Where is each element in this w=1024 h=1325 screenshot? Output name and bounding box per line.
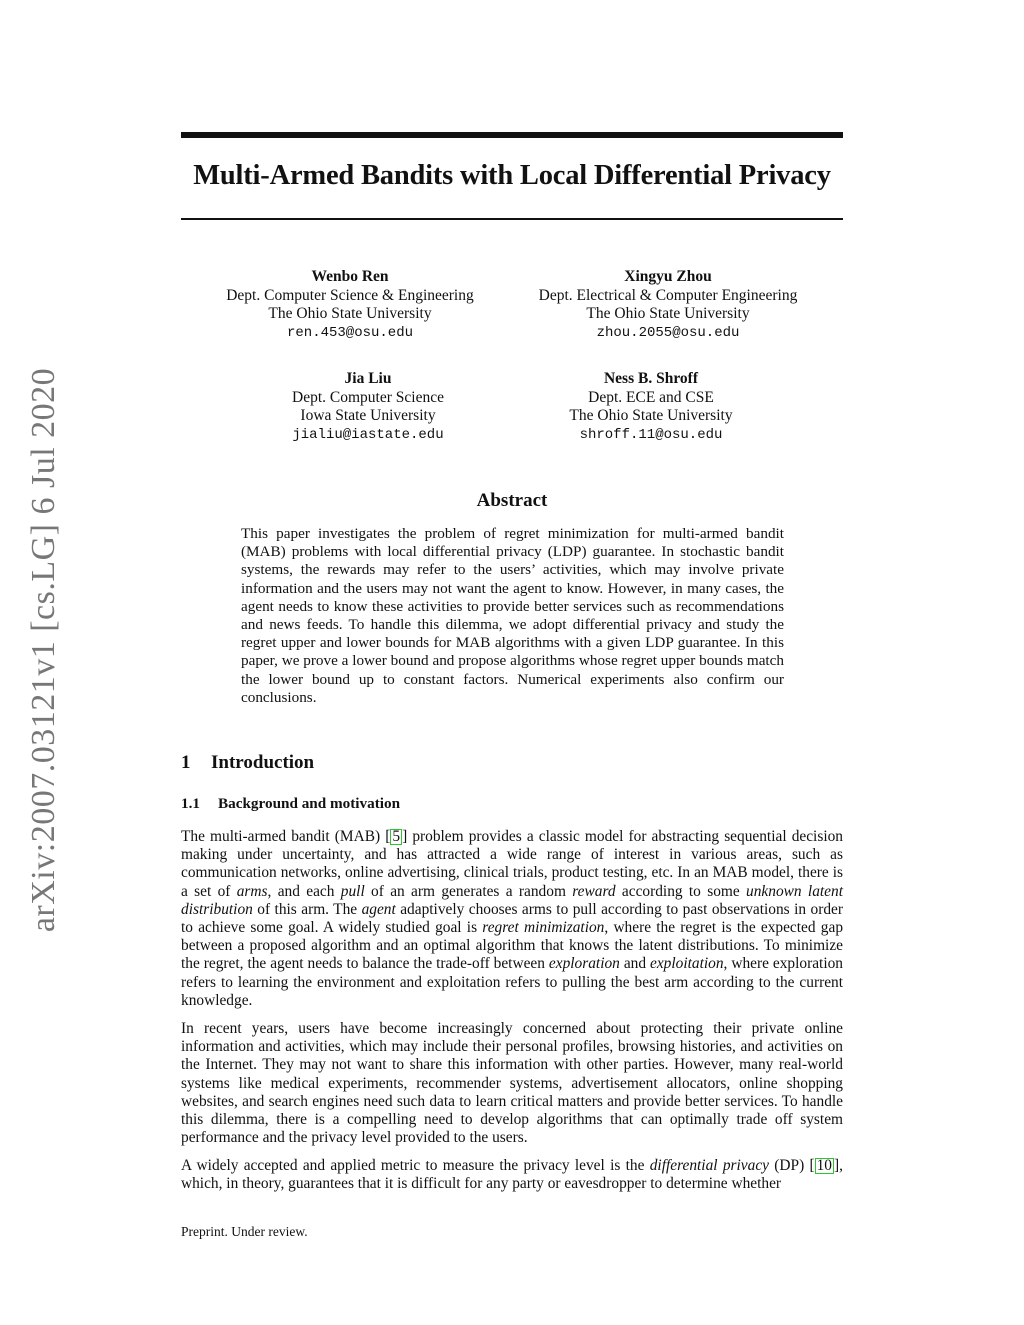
- text-run: , where exploration refers to learning the environment and exploitation refers to pulling the best arm according to the current knowledge.: [181, 955, 844, 1009]
- emphasis-term: differential privacy: [649, 1157, 769, 1174]
- section-number: 1: [181, 752, 191, 773]
- author-name: Xingyu Zhou: [624, 268, 712, 285]
- emphasis-term: agent: [361, 900, 396, 918]
- text-run: , where the regret is the expected gap between a proposed algorithm and an optimal algorithm that knows the latent distributions. To minimize the regret, the agent needs to balance the trade-off between: [181, 919, 844, 973]
- emphasis-term: regret minimization: [482, 919, 605, 937]
- author-name: Jia Liu: [344, 370, 392, 387]
- body-paragraph: [181, 828, 843, 1010]
- text-run: of this arm. The: [252, 900, 362, 918]
- author-dept: Dept. Computer Science & Engineering: [226, 286, 474, 304]
- author-institution: The Ohio State University: [268, 305, 432, 322]
- author-block: [486, 370, 816, 444]
- author-email: ren.453@osu.edu: [286, 324, 414, 341]
- arxiv-identifier: arXiv:2007.03121v1 [cs.LG] 6 Jul 2020: [25, 367, 62, 933]
- text-run: of an arm generates a random: [364, 882, 573, 900]
- emphasis-term: pull: [340, 882, 365, 900]
- author-dept: Dept. Electrical & Computer Engineering: [538, 286, 798, 304]
- section-heading: [181, 752, 314, 774]
- author-email: zhou.2055@osu.edu: [596, 324, 740, 341]
- subsection-number: 1.1: [181, 795, 200, 812]
- body-paragraph: In recent years, users have become increasingly concerned about protecting their private online information and activities, which may include their personal profiles, browsing histories, and activities on the Internet. They may not want to share this information with other parties. However, many real-world systems like medical experiments, recommender systems, advertisement allocators, online shopping websites, and search engines need such data to learn critical matters and provide better services. To handle this dilemma, there is a compelling need to develop algorithms that can optimally trade off system performance and the privacy level provided to the users.: [181, 1020, 843, 1147]
- footer-note: Preprint. Under review.: [181, 1224, 308, 1239]
- subsection-heading: [181, 795, 400, 813]
- text-run: ], which, in theory, guarantees that it is difficult for any party or eavesdropper to determine whether: [181, 1157, 843, 1193]
- author-institution: The Ohio State University: [586, 305, 750, 322]
- section-title: Introduction: [211, 752, 315, 773]
- abstract-text: This paper investigates the problem of regret minimization for multi-armed bandit (MAB) problems with local differential privacy (LDP) guarantee. In stochastic bandit systems, the rewards may refer to the users’ activities, which may involve private information and the users may not want the agent to know. However, in many cases, the agent needs to know these activities to provide better services such as recommendations and news feeds. To handle this dilemma, we adopt differential privacy and study the regret upper and lower bounds for MAB algorithms with a given LDP guarantee. In this paper, we prove a lower bound and propose algorithms whose regret upper bounds match the lower bound up to constant factors. Numerical experiments also confirm our conclusions.: [241, 525, 784, 706]
- author-block: [503, 268, 833, 342]
- author-name: Wenbo Ren: [311, 268, 389, 285]
- emphasis-term: arms: [236, 882, 268, 900]
- text-run: , and each: [267, 882, 341, 900]
- text-run: ] problem provides a classic model for abstracting sequential decision making under uncertainty, and has attracted a wide range of interest in various areas, such as communication networks, online advertising, clinical trials, product testing, etc. In an MAB model, there is a set of: [181, 828, 843, 900]
- emphasis-term: reward: [572, 882, 616, 900]
- author-dept: Dept. ECE and CSE: [588, 388, 714, 406]
- title-bottom-rule: [181, 218, 843, 220]
- author-name: Ness B. Shroff: [603, 370, 698, 387]
- body-paragraph: [181, 1157, 843, 1193]
- author-institution: The Ohio State University: [569, 407, 733, 424]
- author-institution: Iowa State University: [300, 407, 436, 424]
- citation-link[interactable]: 10: [816, 1157, 832, 1174]
- text-run: and: [619, 955, 651, 973]
- emphasis-term: exploitation: [650, 955, 724, 973]
- text-run: (DP) [: [768, 1157, 815, 1174]
- citation-link[interactable]: 5: [392, 828, 401, 845]
- author-dept: Dept. Computer Science: [292, 388, 444, 406]
- abstract-heading: Abstract: [476, 490, 548, 511]
- title-top-rule: [181, 132, 843, 138]
- author-block: [203, 370, 533, 444]
- emphasis-term: exploration: [548, 955, 620, 973]
- author-email: shroff.11@osu.edu: [579, 426, 723, 443]
- text-run: adaptively chooses arms to pull according to past observations in order to achieve some goal. A widely studied goal is: [181, 900, 843, 937]
- emphasis-term: unknown latent distribution: [181, 882, 843, 918]
- text-run: according to some: [615, 882, 747, 900]
- paper-title: Multi-Armed Bandits with Local Differential Privacy: [193, 160, 831, 191]
- text-run: A widely accepted and applied metric to measure the privacy level is the: [181, 1157, 650, 1174]
- text-run: The multi-armed bandit (MAB) [: [181, 828, 391, 845]
- subsection-title: Background and motivation: [218, 795, 401, 812]
- author-block: [185, 268, 515, 342]
- author-email: jialiu@iastate.edu: [292, 426, 444, 443]
